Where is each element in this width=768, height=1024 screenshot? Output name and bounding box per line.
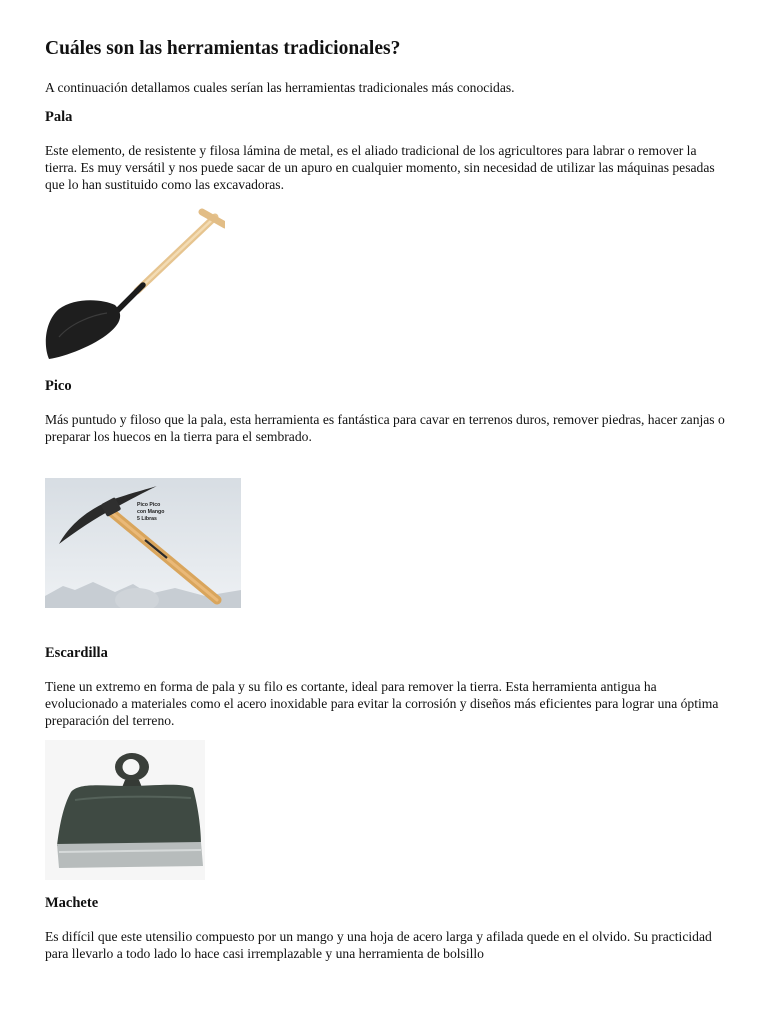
shovel-image: [45, 205, 225, 363]
page-title: Cuáles son las herramientas tradicionales?: [45, 38, 401, 59]
section-body-machete: Es difícil que este utensilio compuesto por un mango y una hoja de acero larga y afilada quede en el olvido. Su practicidad para llevarlo a todo lado lo hace casi irremplazable y una herramienta de bolsillo: [45, 929, 712, 961]
intro-paragraph: A continuación detallamos cuales serían las herramientas tradicionales más conocidas.: [45, 80, 515, 95]
pickaxe-caption-line-3: 5 Libras: [137, 516, 157, 522]
section-heading-pico: Pico: [45, 378, 72, 394]
pickaxe-caption-line-2: con Mango: [137, 509, 165, 515]
section-heading-pala: Pala: [45, 109, 73, 125]
pickaxe-image: [45, 478, 241, 608]
section-body-pala: Este elemento, de resistente y filosa lámina de metal, es el aliado tradicional de los agricultores para labrar o remover la tierra. Es muy versátil y nos puede sacar de un apuro en cualquier momento, sin necesidad de utilizar las máquinas pesadas que lo han sustituido como las excavadoras.: [45, 143, 715, 192]
section-heading-escardilla: Escardilla: [45, 645, 108, 661]
section-body-escardilla: Tiene un extremo en forma de pala y su filo es cortante, ideal para remover la tierra. Esta herramienta antigua ha evolucionado a materiales como el acero inoxidable para evitar la corrosión y diseños más eficientes para lograr una óptima preparación del terreno.: [45, 679, 719, 728]
hoe-image: [45, 740, 205, 880]
pickaxe-caption-line-1: Pico Pico: [137, 502, 161, 508]
section-body-pico: Más puntudo y filoso que la pala, esta herramienta es fantástica para cavar en terrenos duros, remover piedras, hacer zanjas o preparar los huecos en la tierra para el sembrado.: [45, 412, 725, 444]
section-heading-machete: Machete: [45, 895, 99, 911]
